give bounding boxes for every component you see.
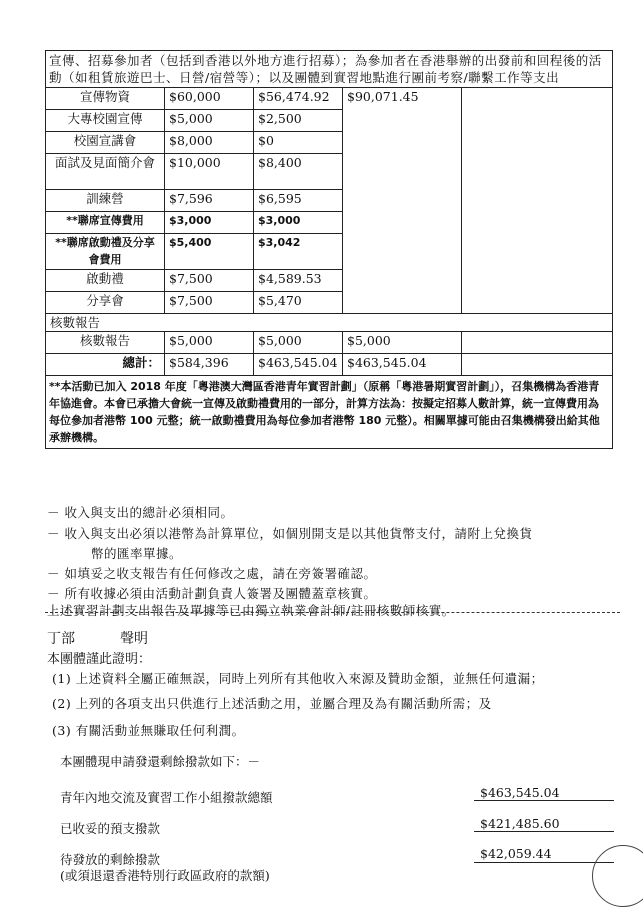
table-row: **聯席宣傳費用 $3,000 $3,000 — [46, 212, 613, 234]
bullet-item: － 收入與支出必須以港幣為計算單位，如個別開支是以其他貨幣支付，請附上兌換貨 — [47, 526, 533, 541]
table-row: 訓練營 $7,596 $6,595 — [46, 190, 613, 212]
amount-label: 青年內地交流及實習工作小組撥款總額 — [60, 790, 273, 805]
bullet-item: 上述實習計劃支出報告及單據等已由獨立執業會計師/註冊核數師核實。 — [47, 603, 455, 618]
table-row: 大專校園宣傳 $5,000 $2,500 — [46, 110, 613, 132]
amount-label: 已收妥的預支撥款 — [60, 821, 161, 836]
expense-table — [45, 50, 613, 449]
bullet-item: － 如填妥之收支報告有任何修改之處，請在旁簽署確認。 — [47, 566, 377, 581]
table-row: 分享會 $7,500 $5,470 — [46, 292, 613, 314]
audit-row: 核數報告 $5,000 $5,000 $5,000 — [46, 332, 613, 354]
apply-text: 本團體現申請發還剩餘撥款如下：－ — [60, 754, 261, 769]
audit-header: 核數報告 — [46, 314, 613, 332]
total-row: 總計： $584,396 $463,545.04 $463,545.04 — [46, 354, 613, 376]
declaration-item: (3) 有關活動並無賺取任何利潤。 — [52, 723, 245, 738]
footnote: (或須退還香港特別行政區政府的款額) — [60, 868, 270, 883]
divider — [45, 612, 620, 613]
amount-value: $421,485.60 — [480, 816, 560, 831]
section-total: $90,071.45 — [343, 88, 462, 314]
table-row: 啟動禮 $7,500 $4,589.53 — [46, 270, 613, 292]
declaration-item: (2) 上列的各項支出只供進行上述活動之用，並屬合理及為有關活動所需；及 — [52, 696, 492, 711]
bullet-item: 幣的匯率單據。 — [91, 546, 183, 561]
amount-value: $463,545.04 — [480, 785, 560, 800]
amount-label: 待發放的剩餘撥款 — [60, 852, 161, 867]
amount-underline — [474, 831, 614, 832]
table-row: 面試及見面簡介會 $10,000 $8,400 — [46, 154, 613, 190]
amount-underline — [474, 800, 614, 801]
section-label: 丁部 — [47, 631, 75, 647]
organization-seal — [592, 845, 643, 907]
table-row: 宣傳物資 $60,000 $56,474.92 $90,071.45 — [46, 88, 613, 110]
table-row: 校園宣講會 $8,000 $0 — [46, 132, 613, 154]
bullet-item: － 收入與支出的總計必須相同。 — [47, 505, 234, 520]
table-intro: 宣傳、招募參加者（包括到香港以外地方進行招募）；為參加者在香港舉辦的出發前和回程後的活動（如租賃旅遊巴士、日營/宿營等）；以及團體到實習地點進行團前考察/聯繫工作等支出 — [46, 51, 613, 88]
table-note: **本活動已加入 2018 年度「粵港澳大灣區香港青年實習計劃」（原稱「粵港暑期實習計劃」），召集機構為香港青年協進會。本會已承擔大會統一宣傳及啟動禮費用的一部分，計算方法為：按擬定招募人數計算，統一宣傳費用為每位參加者港幣 100 元整；統一啟動禮費用為每位參加者港幣 180 元整）。相關單據可能由召集機構發出給其他承辦機構。 — [46, 376, 613, 449]
section-intro: 本團體謹此證明： — [47, 652, 152, 667]
section-title: 聲明 — [120, 631, 148, 647]
amount-underline — [474, 862, 614, 863]
bullet-item: － 所有收據必須由活動計劃負責人簽署及團體蓋章核實。 — [47, 586, 377, 601]
amount-value: $42,059.44 — [480, 846, 552, 861]
declaration-item: (1) 上述資料全屬正確無誤，同時上列所有其他收入來源及贊助金額，並無任何遺漏； — [52, 671, 544, 686]
table-row: **聯席啟動禮及分享會費用 $5,400 $3,042 — [46, 234, 613, 270]
